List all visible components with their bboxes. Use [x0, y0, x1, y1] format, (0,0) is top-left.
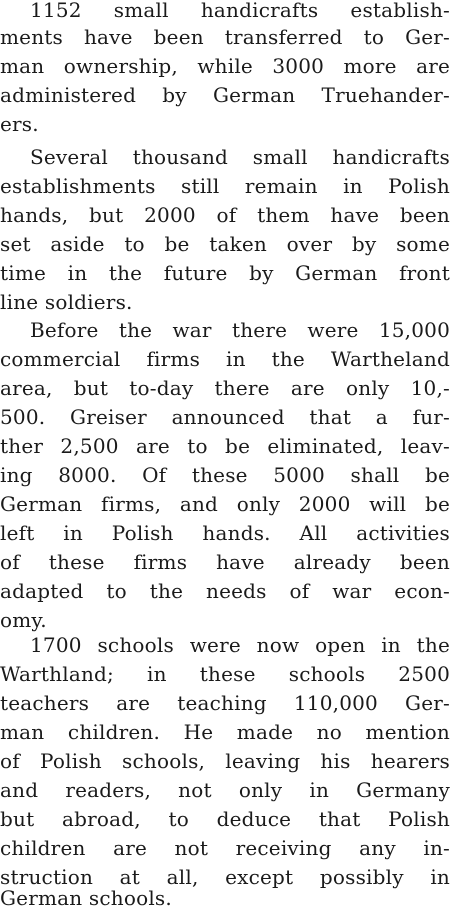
text-line: Before the war there were 15,000	[30, 318, 450, 342]
text-line: of Polish schools, leaving his hearers	[0, 749, 450, 773]
text-line: ers.	[0, 112, 39, 136]
text-line: establishments still remain in Polish	[0, 174, 450, 198]
text-line: set aside to be taken over by some	[0, 232, 450, 256]
text-line: struction at all, except possibly in	[0, 865, 450, 889]
text-line: 1152 small handicrafts establish-	[30, 0, 450, 22]
text-line: teachers are teaching 110,000 Ger-	[0, 691, 450, 715]
text-line: ther 2,500 are to be eliminated, leav-	[0, 434, 450, 458]
text-line: ing 8000. Of these 5000 shall be	[0, 463, 450, 487]
text-line: German firms, and only 2000 will be	[0, 492, 450, 516]
text-line: man ownership, while 3000 more are	[0, 54, 450, 78]
text-line: left in Polish hands. All activities	[0, 521, 450, 545]
text-line: 1700 schools were now open in the	[30, 633, 450, 657]
text-line: ments have been transferred to Ger-	[0, 25, 450, 49]
text-line: commercial firms in the Wartheland	[0, 347, 450, 371]
text-line: but abroad, to deduce that Polish	[0, 807, 450, 831]
text-line: German schools.	[0, 886, 172, 910]
text-line: omy.	[0, 608, 47, 632]
text-line: administered by German Truehander-	[0, 83, 450, 107]
text-line: line soldiers.	[0, 290, 133, 314]
text-line: area, but to-day there are only 10,-	[0, 376, 450, 400]
text-line: man children. He made no mention	[0, 720, 450, 744]
text-line: children are not receiving any in-	[0, 836, 450, 860]
text-line: hands, but 2000 of them have been	[0, 203, 450, 227]
text-line: and readers, not only in Germany	[0, 778, 450, 802]
text-line: Several thousand small handicrafts	[30, 145, 450, 169]
text-line: adapted to the needs of war econ-	[0, 579, 450, 603]
text-line: of these firms have already been	[0, 550, 450, 574]
text-line: Warthland; in these schools 2500	[0, 662, 450, 686]
text-line: 500. Greiser announced that a fur-	[0, 405, 450, 429]
text-line: time in the future by German front	[0, 261, 450, 285]
